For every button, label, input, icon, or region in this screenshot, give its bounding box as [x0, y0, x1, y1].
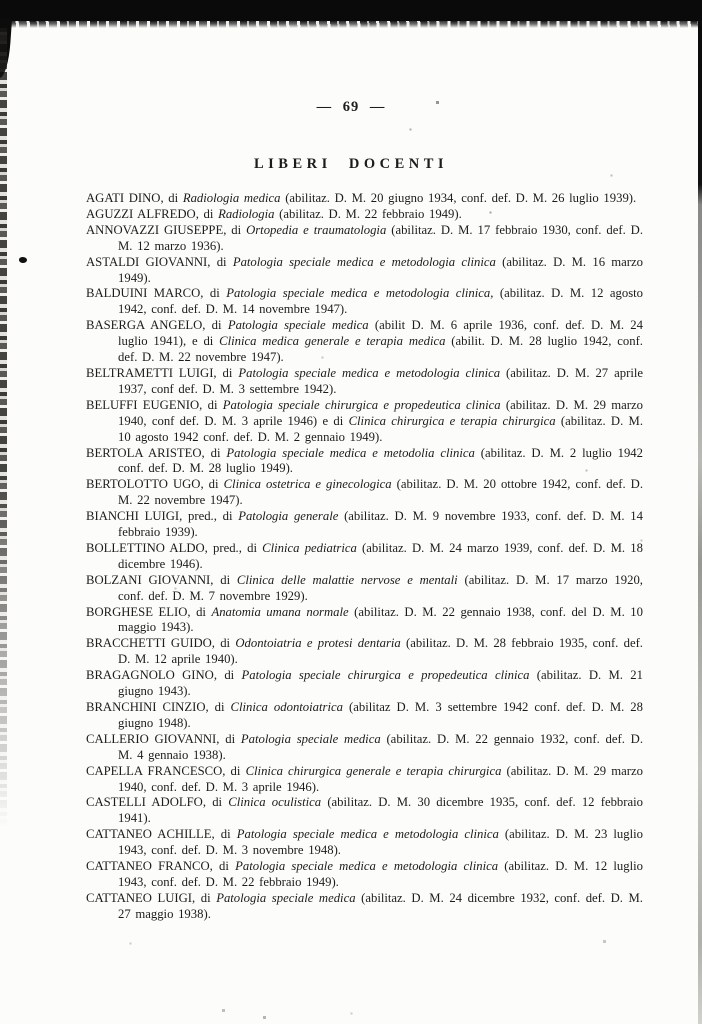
directory-entry	[86, 764, 643, 796]
entry-text: (abilitaz. D. M. 21 giugno 1943).	[118, 668, 643, 699]
entry-text: (abilitaz. D. M. 2 luglio 1942 conf. def. D. M. 28 luglio 1949).	[118, 445, 643, 476]
directory-entry	[86, 286, 643, 318]
entry-subject: Patologia speciale chirurgica e propedeutica clinica	[241, 668, 530, 683]
entry-subject: Patologia speciale chirurgica e propedeutica clinica	[222, 397, 501, 412]
entry-text: BOLZANI GIOVANNI, di	[86, 572, 237, 587]
entry-subject: Ortopedia e traumatologia	[246, 222, 387, 237]
entry-subject: Clinica oculistica	[228, 795, 322, 810]
entry-subject: Radiologia	[218, 206, 275, 221]
entry-text: BRACCHETTI GUIDO, di	[86, 636, 236, 651]
entry-subject: Patologia speciale medica e metodologia clinica	[232, 254, 496, 269]
entry-text: (abilitaz. D. M. 28 febbraio 1935, conf. def. D. M. 12 aprile 1940).	[118, 636, 643, 667]
entry-subject: Clinica chirurgica e terapia chirurgica	[348, 413, 556, 428]
scan-artifact-top-band-ragged-edge	[0, 21, 702, 28]
entry-subject: Clinica chirurgica generale e terapia chirurgica	[245, 763, 502, 778]
page-title: LIBERI DOCENTI	[253, 156, 449, 172]
entry-text: (abilitaz. D. M. 22 gennaio 1938, conf. del D. M. 10 maggio 1943).	[118, 604, 643, 635]
entry-subject: Clinica delle malattie nervose e mentali	[236, 572, 458, 587]
directory-entry	[86, 509, 643, 541]
entry-text: (abilit. D. M. 28 luglio 1942, conf. def. D. M. 22 novembre 1947).	[118, 334, 643, 365]
entry-text: (abilitaz. D. M. 9 novembre 1933, conf. def. D. M. 14 febbraio 1939).	[118, 509, 643, 540]
entry-text: (abilitaz. D. M. 24 dicembre 1932, conf. def. D. M. 27 maggio 1938).	[118, 890, 643, 921]
entry-text: BALDUINI MARCO, di	[86, 286, 227, 301]
directory-entry	[86, 318, 643, 366]
directory-entry	[86, 398, 643, 446]
entry-text: (abilitaz. D. M. 12 luglio 1943, conf. def. D. M. 22 febbraio 1949).	[118, 859, 643, 889]
scan-artifact-top-band	[0, 0, 702, 21]
entry-text: (abilitaz D. M. 3 settembre 1942 conf. def. D. M. 28 giugno 1948).	[118, 700, 643, 730]
entry-subject: Radiologia medica	[182, 191, 281, 205]
directory-entry	[86, 541, 643, 573]
entry-subject: Patologia speciale medica e metodolia clinica	[226, 445, 475, 460]
entry-text: BERTOLOTTO UGO, di	[86, 477, 224, 492]
entry-subject: Clinica ostetrica e ginecologica	[223, 477, 392, 492]
entry-text: (abilitaz. D. M. 22 gennaio 1932, conf. def. D. M. 4 gennaio 1938).	[118, 731, 643, 762]
directory-entry	[86, 366, 643, 398]
scan-artifact-left-binding-edge	[0, 28, 7, 828]
entry-subject: Clinica odontoiatrica	[230, 700, 343, 714]
page-number: — 69 —	[316, 99, 386, 115]
entry-text: BIANCHI LUIGI, pred., di	[86, 509, 239, 524]
entry-text: (abilitaz. D. M. 29 marzo 1940, conf def. D. M. 3 aprile 1946) e di	[118, 397, 643, 428]
entry-subject: Patologia speciale medica e metodologia clinica	[236, 827, 499, 842]
entry-text: BERTOLA ARISTEO, di	[86, 445, 227, 460]
entry-subject: Anatomia umana normale	[211, 604, 349, 619]
entry-text: CALLERIO GIOVANNI, di	[86, 731, 241, 746]
entry-subject: Patologia speciale medica	[240, 731, 381, 746]
scan-artifact-right-edge-line	[698, 0, 702, 1024]
directory-entry	[86, 795, 643, 827]
entry-text: (abilitaz. D. M. 10 agosto 1942 conf. def. D. M. 2 gennaio 1949).	[118, 413, 643, 444]
directory-entry	[86, 477, 643, 509]
entry-text: CASTELLI ADOLFO, di	[86, 795, 229, 810]
directory-entry	[86, 207, 643, 223]
entry-text: BRANCHINI CINZIO, di	[86, 700, 231, 714]
entry-text: AGATI DINO, di	[86, 191, 183, 205]
directory-entry	[86, 255, 643, 287]
entry-text: (abilitaz. D. M. 12 agosto 1942, conf. def. D. M. 14 novembre 1947).	[118, 286, 643, 317]
entry-text: ASTALDI GIOVANNI, di	[86, 254, 233, 269]
entry-text: AGUZZI ALFREDO, di	[86, 206, 219, 221]
entry-subject: Clinica medica generale e terapia medica	[219, 334, 446, 349]
entry-subject: Patologia speciale medica e metodologia clinica	[235, 859, 499, 874]
directory-entry	[86, 859, 643, 891]
entry-text: (abilitaz. D. M. 23 luglio 1943, conf. def. D. M. 3 novembre 1948).	[118, 827, 643, 858]
entry-text: BELUFFI EUGENIO, di	[86, 397, 223, 412]
directory-entry	[86, 446, 643, 478]
entry-text: (abilitaz. D. M. 30 dicembre 1935, conf. def. 12 febbraio 1941).	[118, 795, 643, 826]
entry-subject: Clinica pediatrica	[262, 540, 357, 555]
entry-text: (abilitaz. D. M. 27 aprile 1937, conf def. D. M. 3 settembre 1942).	[118, 365, 644, 396]
directory-entry	[86, 191, 643, 207]
entry-text: (abilitaz. D. M. 29 marzo 1940, conf. def. D. M. 3 aprile 1946).	[118, 763, 643, 794]
scan-artifact-specks	[0, 0, 1, 1]
directory-entry	[86, 732, 643, 764]
entry-text: (abilitaz. D. M. 16 marzo 1949).	[118, 254, 643, 285]
entry-text: BRAGAGNOLO GINO, di	[86, 668, 242, 683]
entry-text: BORGHESE ELIO, di	[86, 604, 212, 619]
entry-text: CATTANEO FRANCO, di	[86, 859, 236, 874]
entry-subject: Patologia generale	[238, 509, 339, 524]
entry-subject: Patologia speciale medica	[216, 890, 356, 905]
entry-text: (abilitaz. D. M. 17 marzo 1920, conf. def. D. M. 7 novembre 1929).	[118, 572, 643, 603]
directory-entry	[86, 700, 643, 732]
entry-subject: Patologia speciale medica e metodologia clinica	[238, 365, 501, 380]
entry-subject: Patologia speciale medica e metodologia clinica,	[226, 286, 494, 301]
entries-list	[86, 191, 643, 923]
entry-text: (abilitaz. D. M. 24 marzo 1939, conf. def. D. M. 18 dicembre 1946).	[118, 540, 643, 571]
ink-dot-artifact	[19, 257, 27, 263]
directory-entry	[86, 668, 643, 700]
entry-subject: Odontoiatria e protesi dentaria	[235, 636, 401, 651]
entry-text: (abilit D. M. 6 aprile 1936, conf. def. D. M. 24 luglio 1941), e di	[118, 318, 643, 349]
entry-text: (abilitaz. D. M. 20 giugno 1934, conf. def. D. M. 26 luglio 1939).	[280, 191, 637, 205]
directory-entry	[86, 891, 643, 923]
entry-text: (abilitaz. D. M. 20 ottobre 1942, conf. def. D. M. 22 novembre 1947).	[118, 477, 643, 508]
entry-text: BASERGA ANGELO, di	[86, 318, 228, 333]
directory-entry	[86, 223, 643, 255]
entry-text: (abilitaz. D. M. 17 febbraio 1930, conf. def. D. M. 12 marzo 1936).	[118, 222, 643, 253]
directory-entry	[86, 827, 643, 859]
entry-subject: Patologia speciale medica	[227, 318, 369, 333]
entry-text: BOLLETTINO ALDO, pred., di	[86, 540, 263, 555]
directory-entry	[86, 636, 643, 668]
entry-text: ANNOVAZZI GIUSEPPE, di	[86, 222, 247, 237]
entry-text: CATTANEO ACHILLE, di	[86, 827, 237, 842]
directory-entry	[86, 573, 643, 605]
entry-text: CATTANEO LUIGI, di	[86, 890, 217, 905]
entry-text: (abilitaz. D. M. 22 febbraio 1949).	[274, 206, 462, 221]
entry-text: CAPELLA FRANCESCO, di	[86, 763, 246, 778]
entry-text: BELTRAMETTI LUIGI, di	[86, 365, 239, 380]
directory-entry	[86, 605, 643, 637]
